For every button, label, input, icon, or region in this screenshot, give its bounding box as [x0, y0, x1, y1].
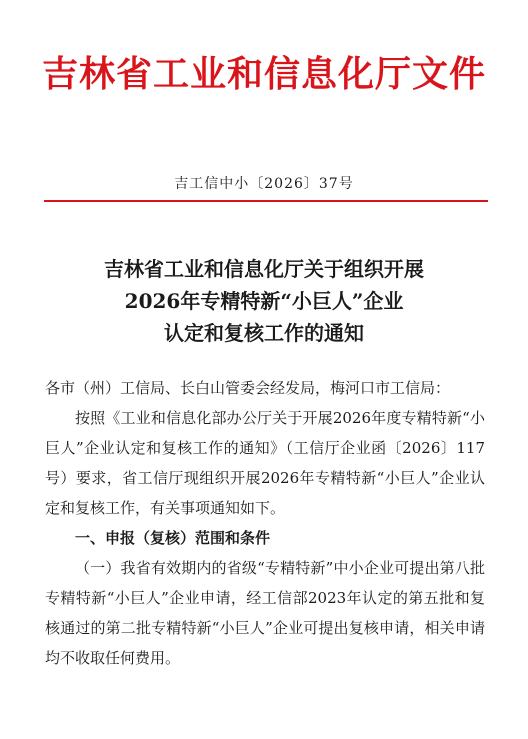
notice-title-line-3: 认定和复核工作的通知 — [164, 321, 364, 345]
notice-body — [45, 373, 485, 673]
notice-title-line-1: 吉林省工业和信息化厅关于组织开展 — [104, 257, 424, 281]
intro-paragraph: 按照《工业和信息化部办公厅关于开展2026年度专精特新“小巨人”企业认定和复核工作的通知》（工信厅企业函〔2026〕117号）要求，省工信厅现组织开展2026年专精特新“小巨人”企业认定和复核工作，有关事项通知如下。 — [45, 409, 485, 517]
masthead-title: 吉林省工业和信息化厅文件 — [41, 54, 486, 95]
document-number: 吉工信中小〔2026〕37号 — [174, 176, 354, 192]
section-1-paragraph-1: （一）我省有效期内的省级“专精特新”中小企业可提出第八批专精特新“小巨人”企业申请，经工信部2023年认定的第五批和复核通过的第二批专精特新“小巨人”企业可提出复核申请，相关申请均不收取任何费用。 — [45, 559, 485, 667]
section-1-heading: 一、申报（复核）范围和条件 — [75, 529, 271, 547]
notice-title — [0, 253, 528, 349]
salutation: 各市（州）工信局、长白山管委会经发局，梅河口市工信局： — [45, 379, 451, 397]
red-divider-rule — [44, 200, 488, 202]
notice-title-line-2: 2026年专精特新“小巨人”企业 — [124, 289, 404, 313]
